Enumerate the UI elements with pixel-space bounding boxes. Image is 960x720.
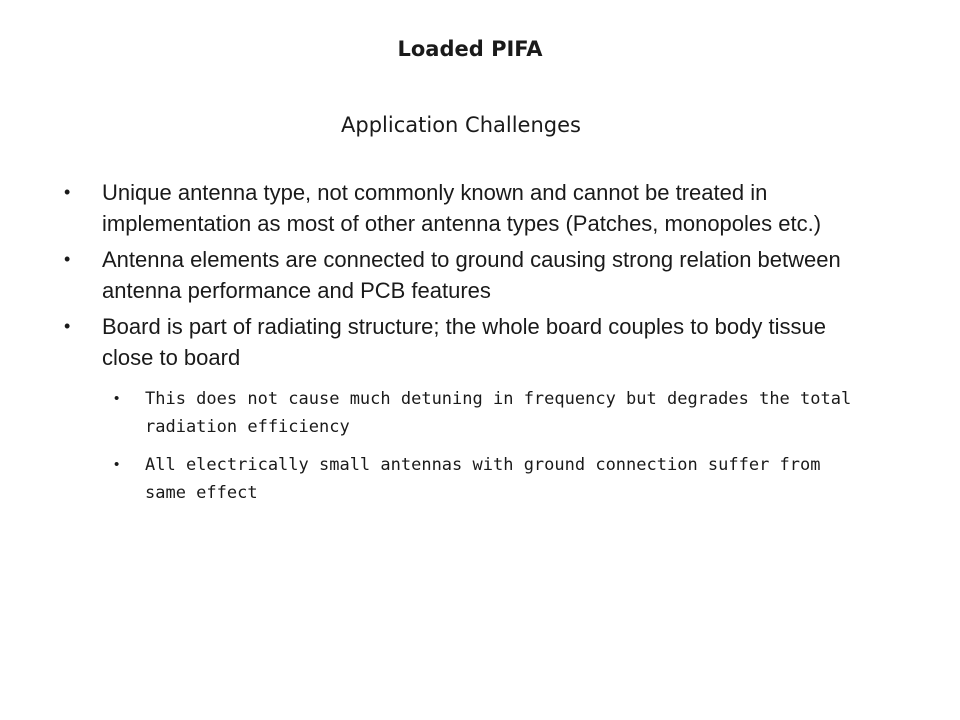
bullet-item (0, 311, 960, 373)
sub-bullet-text: All electrically small antennas with ground connection suffer from same effect (145, 455, 821, 503)
bullet-text: Board is part of radiating structure; the whole board couples to body tissue close to board (102, 314, 826, 370)
bullet-text: Antenna elements are connected to ground causing strong relation between antenna performance and PCB features (102, 247, 841, 303)
slide-subtitle: Application Challenges (341, 113, 581, 137)
slide-title: Loaded PIFA (397, 37, 543, 61)
bullet-dot-icon: • (64, 316, 71, 336)
bullet-dot-icon: • (64, 249, 71, 269)
bullet-list (0, 177, 960, 517)
sub-bullet-text: This does not cause much detuning in frequency but degrades the total radiation efficiency (145, 389, 852, 437)
bullet-item (0, 177, 960, 239)
sub-bullet-dot-icon: • (114, 456, 120, 473)
sub-bullet-list (0, 385, 960, 507)
bullet-dot-icon: • (64, 182, 71, 202)
sub-bullet-dot-icon: • (114, 390, 120, 407)
sub-bullet-item (0, 385, 960, 441)
bullet-text: Unique antenna type, not commonly known and cannot be treated in implementation as most of other antenna types (Patches, monopoles etc.) (102, 180, 822, 236)
sub-bullet-item (0, 451, 960, 507)
bullet-item (0, 244, 960, 306)
